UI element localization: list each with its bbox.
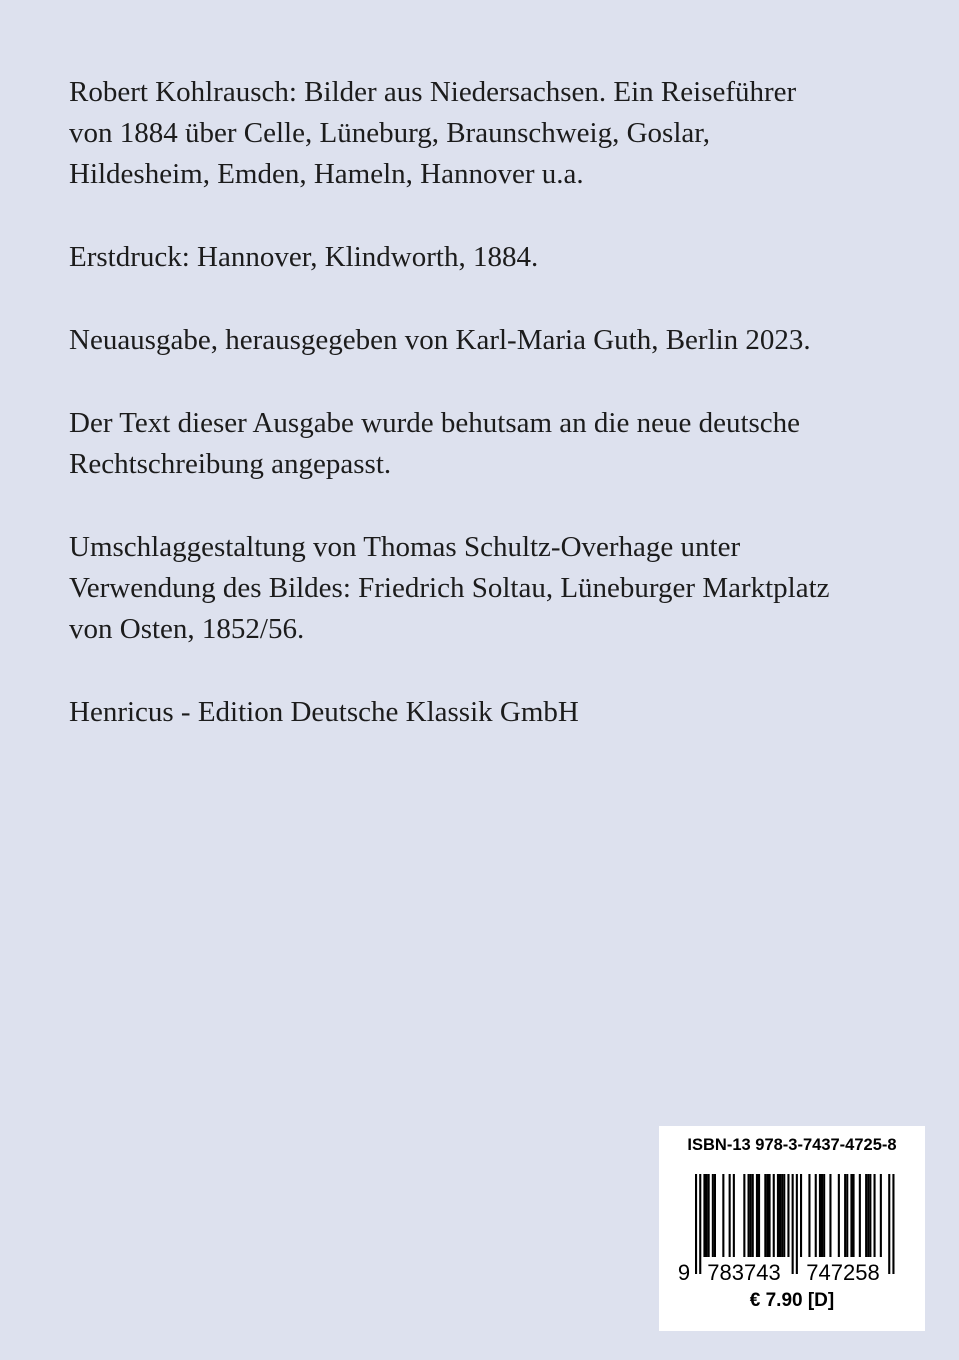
barcode-bar — [750, 1174, 752, 1257]
barcode-bar — [823, 1174, 825, 1257]
barcode-bar — [777, 1174, 779, 1257]
barcode-left-digits: 783743 — [707, 1260, 781, 1282]
barcode-bar — [815, 1174, 817, 1257]
barcode-bar — [748, 1174, 750, 1257]
barcode-bar — [850, 1174, 852, 1257]
barcode-bars — [695, 1174, 895, 1274]
barcode-bar — [792, 1174, 794, 1274]
barcode-bar — [758, 1174, 760, 1257]
barcode-box — [659, 1126, 925, 1331]
barcode-bar — [769, 1174, 771, 1257]
barcode-bar — [712, 1174, 714, 1257]
barcode-bar — [783, 1174, 785, 1257]
barcode-bar — [800, 1174, 802, 1257]
barcode-bar — [829, 1174, 831, 1257]
barcode-bar — [729, 1174, 731, 1257]
barcode-first-digit: 9 — [678, 1260, 691, 1282]
barcode-bar — [853, 1174, 855, 1257]
barcode-bar — [733, 1174, 735, 1257]
barcode-bar — [708, 1174, 710, 1257]
barcode-bar — [838, 1174, 840, 1257]
barcode-bar — [743, 1174, 745, 1257]
barcode-bar — [874, 1174, 876, 1257]
isbn-label: ISBN-13 978-3-7437-4725-8 — [687, 1136, 897, 1154]
barcode-bar — [779, 1174, 781, 1257]
barcode-bar — [699, 1174, 701, 1274]
barcode-bar — [764, 1174, 766, 1257]
imprint-text — [69, 72, 899, 775]
barcode-bar — [766, 1174, 768, 1257]
ean13-barcode — [678, 1172, 906, 1282]
price-label: € 7.90 [D] — [749, 1290, 835, 1311]
barcode-bar — [756, 1174, 758, 1257]
barcode-bar — [869, 1174, 871, 1257]
barcode-bar — [892, 1174, 894, 1274]
description-paragraph: Robert Kohlrausch: Bilder aus Niedersachsen. Ein Reiseführer von 1884 über Celle, Lüneburg, Braunschweig, Goslar, Hildesheim, Emden, Hameln, Hannover u.a. — [69, 76, 797, 190]
barcode-bar — [846, 1174, 848, 1257]
barcode-bar — [722, 1174, 724, 1257]
barcode-bar — [880, 1174, 882, 1257]
barcode-bar — [865, 1174, 867, 1257]
barcode-bar — [752, 1174, 754, 1257]
barcode-bar — [796, 1174, 798, 1274]
new-edition-paragraph: Neuausgabe, herausgegeben von Karl-Maria Guth, Berlin 2023. — [69, 324, 811, 356]
barcode-right-digits: 747258 — [806, 1260, 880, 1282]
barcode-bar — [888, 1174, 890, 1274]
barcode-bar — [706, 1174, 708, 1257]
barcode-bar — [695, 1174, 697, 1274]
barcode-bar — [714, 1174, 716, 1257]
publisher-paragraph: Henricus - Edition Deutsche Klassik GmbH — [69, 696, 579, 728]
barcode-bar — [867, 1174, 869, 1257]
barcode-bar — [781, 1174, 783, 1257]
barcode-bar — [821, 1174, 823, 1257]
barcode-bar — [808, 1174, 810, 1257]
barcode-bar — [844, 1174, 846, 1257]
barcode-bar — [787, 1174, 789, 1257]
orthography-paragraph: Der Text dieser Ausgabe wurde behutsam an die neue deutsche Rechtschreibung angepasst. — [69, 407, 801, 480]
barcode-bar — [819, 1174, 821, 1257]
barcode-bar — [859, 1174, 861, 1257]
barcode-bar — [773, 1174, 775, 1257]
barcode-bar — [703, 1174, 705, 1257]
cover-design-paragraph: Umschlaggestaltung von Thomas Schultz-Overhage unter Verwendung des Bildes: Friedrich Soltau, Lüneburger Marktplatz von Osten, 1852/56. — [69, 531, 830, 645]
first-print-paragraph: Erstdruck: Hannover, Klindworth, 1884. — [69, 241, 539, 273]
